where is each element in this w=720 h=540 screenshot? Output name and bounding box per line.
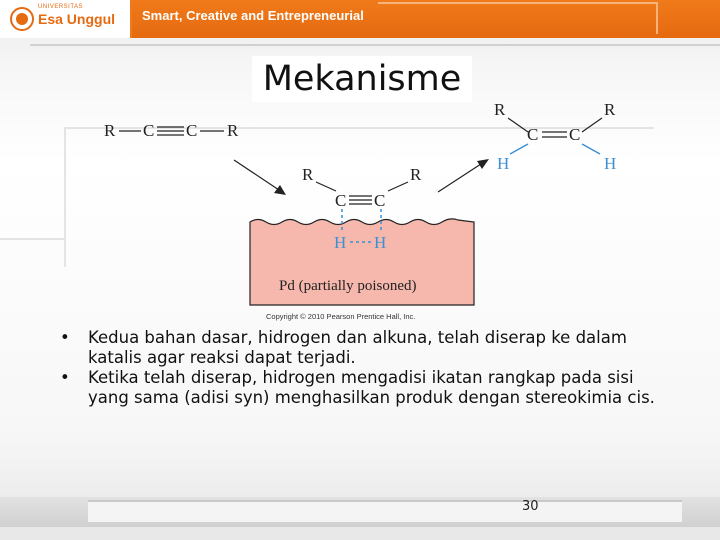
bullet-text: Ketika telah diserap, hidrogen mengadisi ikatan rangkap pada sisi yang sama (adisi syn) menghasilkan produk dengan stereokimia cis.: [88, 368, 655, 407]
product-h-left: H: [497, 154, 510, 173]
mechanism-figure: [96, 92, 626, 322]
product-r-right: R: [604, 100, 616, 119]
adsorbed-r-right: R: [410, 165, 422, 184]
adsorbed-c-left: C: [335, 191, 347, 210]
adsorbed-h-right: H: [374, 233, 387, 252]
product-c-right: C: [569, 125, 581, 144]
bullet-marker: •: [60, 368, 70, 387]
product-h-right: H: [604, 154, 617, 173]
product-bond-h-left: [510, 144, 528, 154]
catalyst-label: Pd (partially poisoned): [279, 278, 417, 294]
mechanism-diagram: [96, 92, 626, 322]
arrow-product: [438, 159, 489, 192]
logo-university-text: UNIVERSITAS: [38, 4, 84, 10]
university-logo: [0, 0, 132, 38]
arrow-adsorption: [234, 160, 286, 195]
page-number: 30: [522, 499, 539, 514]
adsorbed-bond-r-left: [316, 182, 336, 191]
bullet-text: Kedua bahan dasar, hidrogen dan alkuna, telah diserap ke dalam katalis agar reaksi dapat terjadi.: [88, 328, 627, 367]
footer-panel: [88, 500, 682, 522]
header-decoration: [378, 2, 658, 34]
frame-line: [64, 127, 66, 267]
logo-name-text: Esa Unggul: [38, 11, 116, 27]
product-bond-h-right: [582, 144, 600, 154]
alkyne-r-right: R: [227, 121, 239, 140]
alkyne-r-left: R: [104, 121, 116, 140]
adsorbed-c-right: C: [374, 191, 386, 210]
logo-emblem-icon: [10, 7, 34, 31]
bullet-item: [58, 368, 678, 408]
adsorbed-r-left: R: [302, 165, 314, 184]
product-r-left: R: [494, 100, 506, 119]
adsorbed-bond-r-right: [388, 182, 408, 191]
frame-line: [30, 44, 720, 46]
footer-strip: [0, 531, 720, 540]
figure-copyright: Copyright © 2010 Pearson Prentice Hall, Inc.: [266, 312, 416, 321]
product-c-left: C: [527, 125, 539, 144]
bullet-list: [58, 328, 678, 408]
product-bond-r-right: [582, 118, 602, 132]
alkyne-c-left: C: [143, 121, 155, 140]
product-double-bond: [542, 132, 567, 137]
slide-title: Mekanisme: [252, 56, 472, 102]
adsorbed-h-left: H: [334, 233, 347, 252]
product-bond-r-left: [508, 118, 528, 132]
bullet-marker: •: [60, 328, 70, 347]
adsorbed-triple-bond: [349, 196, 372, 204]
frame-line: [0, 238, 64, 240]
header-tagline: Smart, Creative and Entrepreneurial: [142, 8, 364, 23]
bullet-item: [58, 328, 678, 368]
alkyne-c-right: C: [186, 121, 198, 140]
alkyne-triple-bond: [157, 127, 184, 135]
